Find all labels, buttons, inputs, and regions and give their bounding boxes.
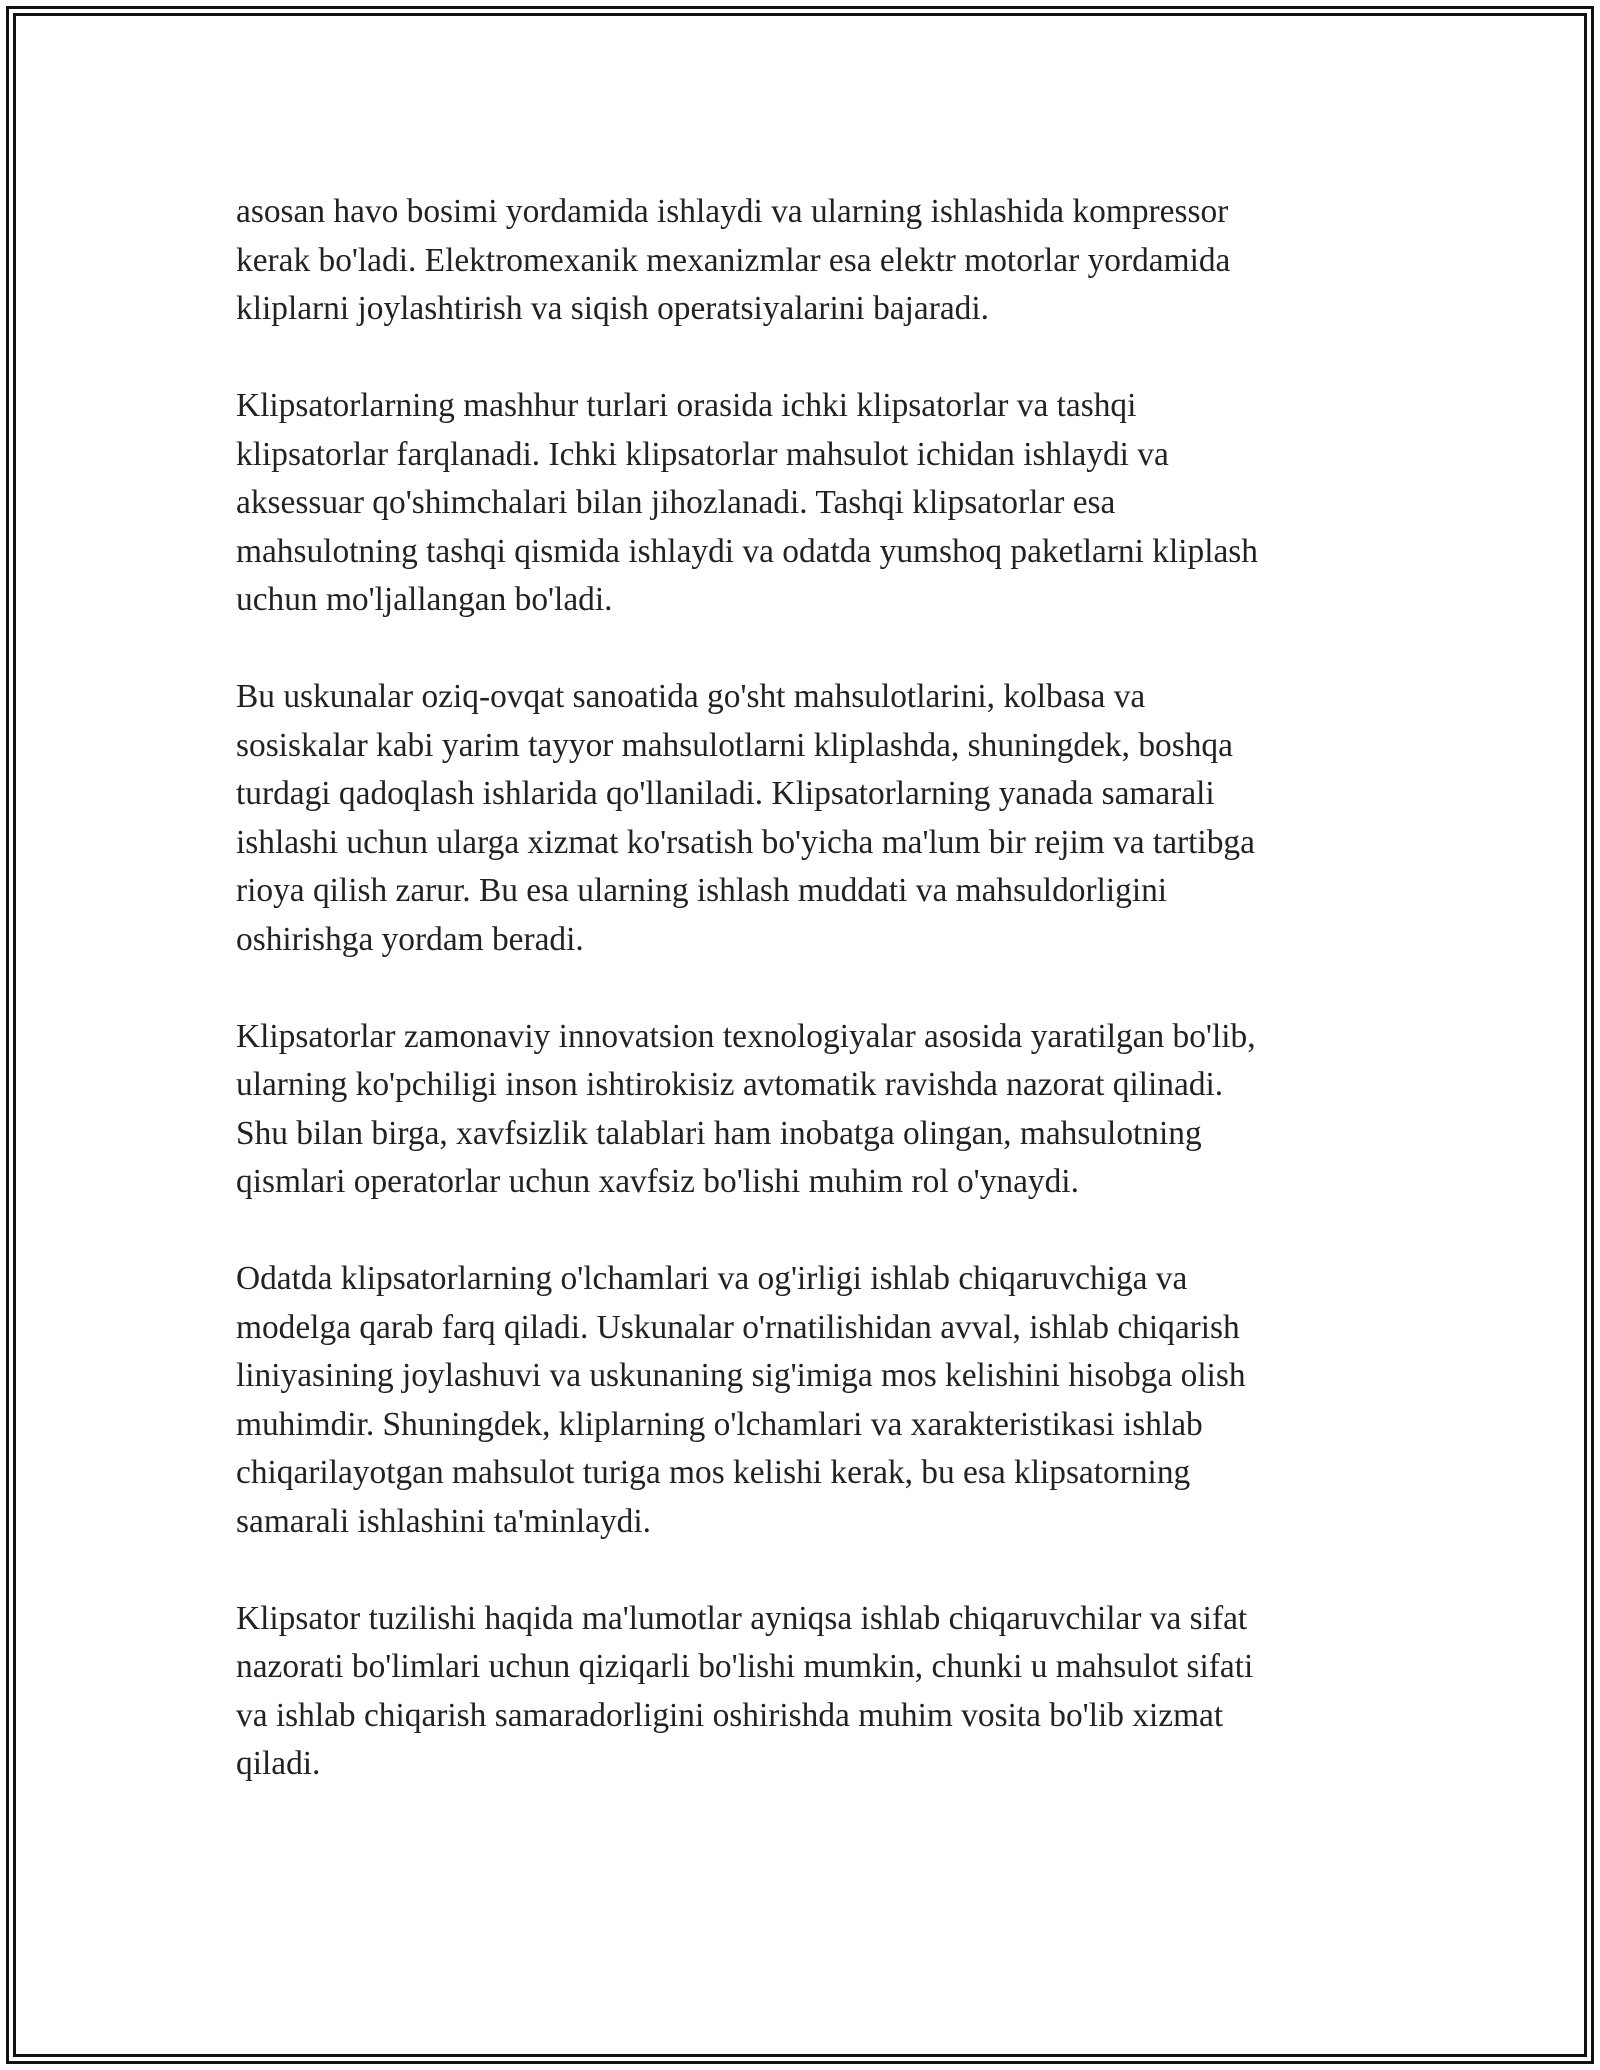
paragraph-clipper-types: Klipsatorlarning mashhur turlari orasida ichki klipsatorlar va tashqi klipsatorlar farqlanadi. Ichki klipsatorlar mahsulot ichidan ishlaydi va aksessuar qo'shimchalari bilan jihozlanadi. Tashqi klipsatorlar esa mahsulotning tashqi qismida ishlaydi va odatda yumshoq paketlarni kliplash uchun mo'ljallangan bo'ladi. (236, 387, 1258, 618)
paragraph-innovation-safety: Klipsatorlar zamonaviy innovatsion texnologiyalar asosida yaratilgan bo'lib, ularning ko'pchiligi inson ishtirokisiz avtomatik ravishda nazorat qilinadi. Shu bilan birga, xavfsizlik talablari ham inobatga olingan, mahsulotning qismlari operatorlar uchun xavfsiz bo'lishi muhim rol o'ynaydi. (236, 1017, 1256, 1200)
document-body (236, 188, 1386, 1837)
paragraph-structure-importance: Klipsator tuzilishi haqida ma'lumotlar ayniqsa ishlab chiqaruvchilar va sifat nazorati bo'limlari uchun qiziqarli bo'lishi mumkin, chunki u mahsulot sifati va ishlab chiqarish samaradorligini oshirishda muhim vosita bo'lib xizmat qiladi. (236, 1599, 1254, 1782)
paragraph-pneumatic-electromechanical: asosan havo bosimi yordamida ishlaydi va ularning ishlashida kompressor kerak bo'ladi. Elektromexanik mexanizmlar esa elektr motorlar yordamida kliplarni joylashtirish va siqish operatsiyalarini bajaradi. (236, 193, 1231, 327)
paragraph-food-industry-usage: Bu uskunalar oziq-ovqat sanoatida go'sht mahsulotlarini, kolbasa va sosiskalar kabi yarim tayyor mahsulotlarni kliplashda, shuningdek, boshqa turdagi qadoqlash ishlarida qo'llaniladi. Klipsatorlarning yanada samarali ishlashi uchun ularga xizmat ko'rsatish bo'yicha ma'lum bir rejim va tartibga rioya qilish zarur. Bu esa ularning ishlash muddati va mahsuldorligini oshirishga yordam beradi. (236, 678, 1255, 958)
paragraph-dimensions-installation: Odatda klipsatorlarning o'lchamlari va og'irligi ishlab chiqaruvchiga va modelga qarab farq qiladi. Uskunalar o'rnatilishidan avval, ishlab chiqarish liniyasining joylashuvi va uskunaning sig'imiga mos kelishini hisobga olish muhimdir. Shuningdek, kliplarning o'lchamlari va xarakteristikasi ishlab chiqarilayotgan mahsulot turiga mos kelishi kerak, bu esa klipsatorning samarali ishlashini ta'minlaydi. (236, 1260, 1246, 1540)
